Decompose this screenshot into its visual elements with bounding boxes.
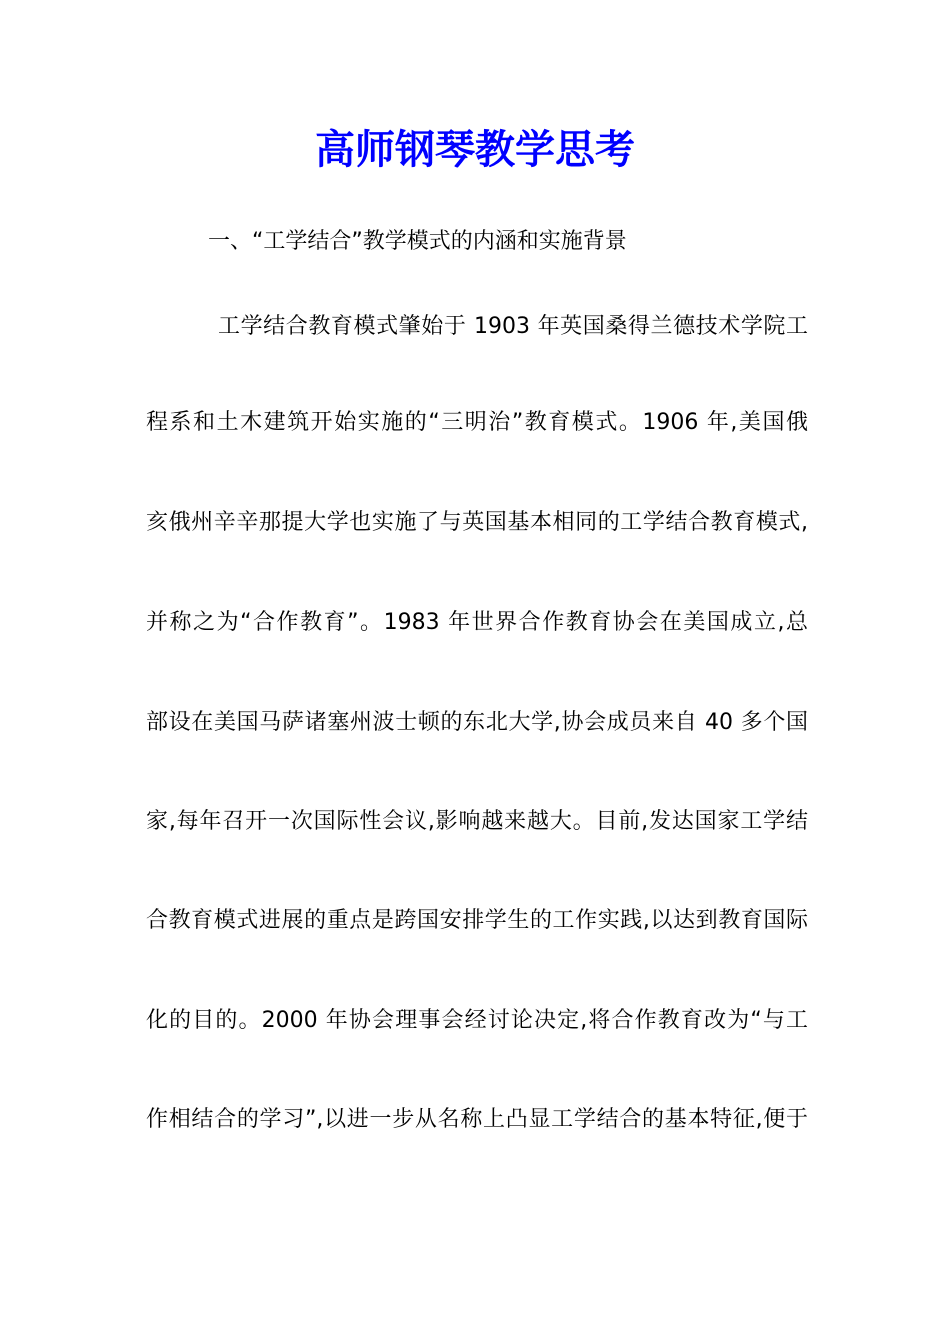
paragraph-line: 作相结合的学习”,以进一步从名称上凸显工学结合的基本特征,便于 (146, 1107, 808, 1132)
paragraph-line: 并称之为“合作教育”。1983 年世界合作教育协会在美国成立,总 (146, 610, 808, 635)
paragraph-line: 亥俄州辛辛那提大学也实施了与英国基本相同的工学结合教育模式, (146, 510, 808, 535)
section-heading: 一、“工学结合”教学模式的内涵和实施背景 (208, 229, 627, 254)
paragraph-line: 程系和土木建筑开始实施的“三明治”教育模式。1906 年,美国俄 (146, 410, 808, 435)
document-title: 高师钢琴教学思考 (315, 126, 635, 173)
paragraph-line: 家,每年召开一次国际性会议,影响越来越大。目前,发达国家工学结 (146, 809, 808, 834)
paragraph-line: 化的目的。2000 年协会理事会经讨论决定,将合作教育改为“与工 (146, 1008, 808, 1033)
paragraph-line: 工学结合教育模式肇始于 1903 年英国桑得兰德技术学院工 (218, 314, 808, 339)
paragraph-line: 合教育模式进展的重点是跨国安排学生的工作实践,以达到教育国际 (146, 908, 808, 933)
paragraph-line: 部设在美国马萨诸塞州波士顿的东北大学,协会成员来自 40 多个国 (146, 710, 808, 735)
